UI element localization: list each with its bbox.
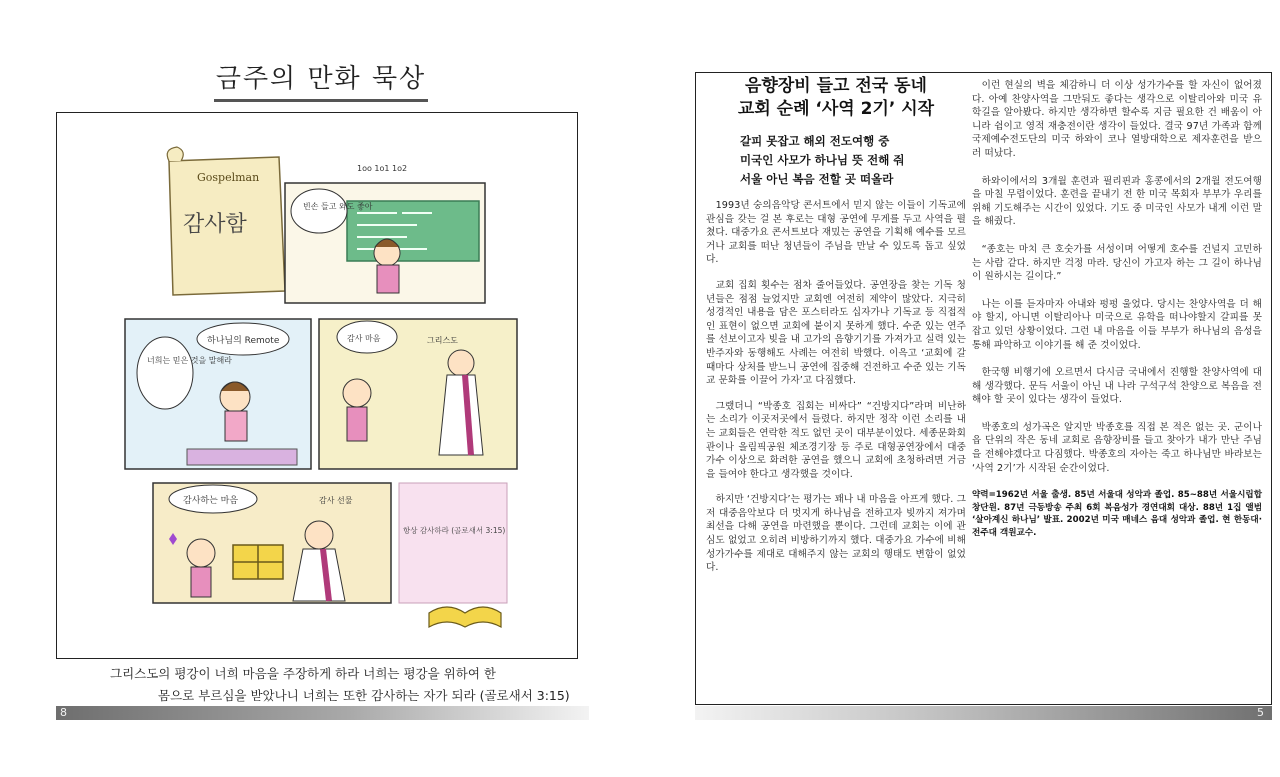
article-paragraph: 박종호의 성가곡은 알지만 박종호를 직접 본 적은 없는 곳. 군이나 읍 단위의 작은 동네 교회로 음향장비를 들고 찾아가 내가 만난 주님을 전해야겠다고 다짐했다. 박종호의 자아는 죽고 하나님만 바라보는 ‘사역 2기’가 시작된 순간이었다.: [972, 421, 1262, 474]
comic-panel-5: [153, 483, 391, 603]
panel4-bubble-right: 그리스도: [427, 336, 458, 345]
comic-panel-2: [285, 164, 485, 303]
comic-panel-6: [399, 483, 507, 627]
article-quote: “종호는 마치 큰 호숫가를 서성이며 어떻게 호수를 건널지 고민하는 사람 같다. 하지만 걱정 마라. 당신이 가고자 하는 그 길이 하나님이 원하시는 길이다.”: [972, 243, 1262, 283]
headline-line-1: 음향장비 들고 전국 동네: [745, 76, 927, 96]
article-paragraph: 이런 현실의 벽을 체감하니 더 이상 성가가수를 할 자신이 없어졌다. 아예 찬양사역을 그만둬도 좋다는 생각으로 이탈리아와 미국 유학길을 알아봤다. 하지만 생각하면 할수록 지금 필요한 건 배움이 아니라 쉼이고 영적 재충전이란 생각이 들었다. 결국 97년 가족과 함께 국제예수전도단의 미국 하와이 코나 열방대학으로 제자훈련을 받으러 떠났다.: [972, 80, 1262, 159]
article-paragraph: 1993년 숭의음악당 콘서트에서 믿지 않는 이들이 기독교에 관심을 갖는 걸 본 후로는 대형 공연에 무게를 두고 사역을 펼쳤다. 대중가요 콘서트보다 재밌는 공연을 기획해 예수를 모르거나 교회를 떠난 청년들이 주님을 만날 수 있도록 돕고 싶었다.: [706, 200, 966, 266]
verse-line-2: 몸으로 부르심을 받았나니 너희는 또한 감사하는 자가 되라 (골로새서 3:15): [158, 688, 570, 703]
article-paragraph: 나는 이를 듣자마자 아내와 펑펑 울었다. 당시는 찬양사역을 더 해야 할지, 아니면 이탈리아나 미국으로 유학을 떠나야할지 갈피를 못 잡고 있던 상황이었다. 그런 내 마음을 이들 부부가 하나님의 음성을 통해 파악하고 이야기를 해 준 것이었다.: [972, 298, 1262, 351]
left-page-number: 8: [60, 706, 67, 719]
comic-strip: [56, 112, 578, 659]
comic-illustration: [57, 113, 578, 659]
article-paragraph: 하와이에서의 3개월 훈련과 필리핀과 홍콩에서의 2개월 전도여행을 마칠 무렵이었다. 훈련을 끝내기 전 한 미국 목회자 부부가 우리를 위해 기도해주는 시간이 있었다. 기도 중 미국인 사모가 내게 이런 말을 해줬다.: [972, 175, 1262, 228]
verse-line-1: 그리스도의 평강이 너희 마음을 주장하게 하라 너희는 평강을 위하여 한: [110, 666, 496, 681]
article-headline: [706, 75, 966, 121]
subhead-2: 미국인 사모가 하나님 뜻 전해 줘: [740, 153, 905, 167]
article-subheads: [706, 132, 966, 189]
bible-verse: [90, 663, 570, 707]
panel2-bubble-text: 빈손 들고 와도 좋아: [303, 202, 373, 211]
article-paragraph: 한국행 비행기에 오르면서 다시금 국내에서 진행할 찬양사역에 대해 생각했다. 문득 서울이 아닌 내 나라 구석구석 찬양으로 복음을 전해야 할 곳이 있다는 생각이 들었다.: [972, 367, 1262, 406]
subhead-3: 서울 아닌 복음 전할 곳 떠올라: [740, 172, 894, 186]
right-page-number: 5: [1257, 706, 1264, 719]
article: [695, 72, 1272, 705]
panel3-bubble-text: 하나님의 Remote: [207, 336, 280, 346]
right-page: [640, 0, 1280, 777]
article-right-column: [972, 79, 1262, 540]
panel2-scribble-text: 1oo 1o1 1o2: [357, 164, 408, 173]
article-paragraph: 그랬더니 “박종호 집회는 비싸다” “건방지다”라며 비난하는 소리가 이곳저곳에서 들렸다. 하지만 정작 이런 소리를 내는 교회들은 연락한 적도 없던 곳이 대부분이었다. 세종문화회관이나 올림픽공원 체조경기장 등 주로 대형공연장에서 대중가수 이상으로 화려한 공연을 했으니 교회에 초청하려면 거금을 들여야 한다고 생각했을 것이다.: [706, 400, 966, 480]
panel5-bubble-right: 감사 선물: [319, 496, 353, 505]
article-paragraph: 하지만 ‘건방지다’는 평가는 꽤나 내 마음을 아프게 했다. 그저 대중음악보다 더 멋지게 하나님을 전하고자 빚까지 져가며 최선을 다해 공연을 마련했을 뿐이다. 그런데 교회는 이에 관심도 없었고 오히려 비방하기까지 했다. 대중가요 가수에 비해 성가가수를 제대로 대해주지 않는 교회의 행태도 변함이 없었다.: [706, 494, 966, 574]
comic-panel-3: [125, 319, 311, 469]
panel3-side-text: 너희는 믿은 것을 말해라: [147, 356, 232, 365]
right-footer-bar: [695, 706, 1272, 720]
article-paragraph: 교회 집회 횟수는 점차 줄어들었다. 공연장을 찾는 기독 청년들은 점점 늘었지만 교회엔 여전히 제약이 많았다. 지극히 성경적인 내용을 담은 포스터라도 십자가나 기독교 등 직접적인 표현이 없으면 교회에 붙이지 못하게 했다. 수준 있는 연주를 선보이고자 빚을 내 고가의 음향기기를 가져가고 실력 있는 반주자와 동행해도 사례는 여전히 박했다. 이윽고 ‘교회에 갈 때마다 상처를 받느니 공연에 집중해 건전하고 수준 있는 기독교 문화를 이끌어 가자’고 다짐했다.: [706, 279, 966, 387]
panel1-main-text: 감사함: [183, 212, 247, 237]
subhead-1: 갈피 못잡고 해외 전도여행 중: [740, 134, 890, 148]
comic-section-title: 금주의 만화 묵상: [214, 62, 428, 102]
left-footer-bar: [56, 706, 589, 720]
comic-panel-4: [319, 319, 517, 469]
panel4-bubble-left: 감사 마음: [347, 334, 381, 343]
comic-panel-1: [167, 147, 285, 295]
panel1-sign-text: Gospelman: [197, 171, 260, 184]
author-bio: 약력=1962년 서울 출생. 85년 서울대 성악과 졸업. 85~88년 서울시립합창단원. 87년 극동방송 주최 6회 복음성가 경연대회 대상. 88년 1집 앨범 ‘살아계신 하나님’ 발표. 2002년 미국 매네스 음대 성악과 졸업. 현 한동대·전주대 객원교수.: [972, 490, 1262, 539]
panel5-bubble-left: 감사하는 마음: [183, 496, 239, 506]
panel6-text: 항상 감사하라 (골로새서 3:15): [403, 526, 506, 535]
headline-line-2: 교회 순례 ‘사역 2기’ 시작: [737, 99, 935, 119]
article-left-column: [706, 75, 966, 575]
